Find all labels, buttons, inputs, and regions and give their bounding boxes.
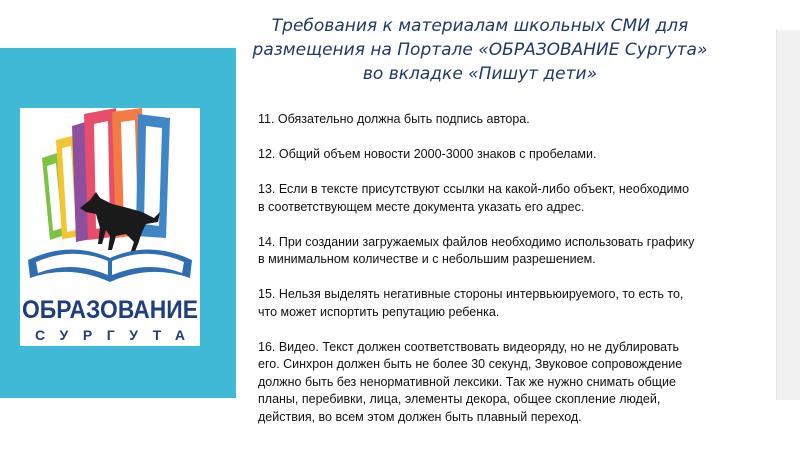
requirement-line: в соответствующем месте документа указать его адрес.: [258, 199, 585, 214]
requirement-line: 13. Если в тексте присутствуют ссылки на какой-либо объект, необходимо: [258, 182, 690, 196]
requirement-item: [258, 146, 778, 164]
requirement-line: планы, перебивки, лица, элементы декора, общее скопление людей,: [258, 392, 661, 406]
requirement-item: [258, 111, 778, 129]
requirement-item: [258, 181, 778, 216]
title-line: Требования к материалам школьных СМИ для: [271, 16, 689, 36]
requirement-line: 14. При создании загружаемых файлов необходимо использовать графику: [258, 234, 695, 249]
logo-page-blue-inner: [144, 126, 162, 226]
logo-word-top: ОБРАЗОВАНИЕ: [22, 296, 198, 324]
requirement-line: 12. Общий объем новости 2000-3000 знаков с пробелами.: [258, 147, 597, 161]
requirement-line: в минимальном количестве и с небольшим разрешением.: [258, 252, 596, 266]
logo-word-bottom: СУРГУТА: [35, 327, 185, 343]
requirement-line: 15. Нельзя выделять негативные стороны интервьюируемого, то есть то,: [258, 287, 684, 301]
requirement-item: [258, 286, 778, 321]
requirement-line: должно быть без ненормативной лексики. Так же нужно снимать общие: [258, 374, 676, 389]
requirement-line: его. Синхрон должен быть не более 30 секунд, Звуковое сопровождение: [258, 357, 683, 371]
scroll-bar-strip: [776, 30, 800, 400]
requirements-list: [258, 111, 778, 444]
title-line: размещения на Портале «ОБРАЗОВАНИЕ Сургута»: [252, 40, 708, 60]
slide-title: [240, 14, 720, 86]
requirement-line: 11. Обязательно должна быть подпись автора.: [258, 112, 530, 126]
requirement-line: что может испортить репутацию ребенка.: [258, 304, 500, 319]
requirement-line: действия, во всем этом должен быть плавный переход.: [258, 409, 582, 424]
requirement-line: 16. Видео. Текст должен соответствовать видеоряду, но не дублировать: [258, 339, 680, 354]
requirement-item: [258, 339, 778, 427]
title-line: во вкладке «Пишут дети»: [362, 64, 598, 84]
requirement-item: [258, 234, 778, 269]
logo-card: [20, 108, 200, 346]
education-logo-graphic: [20, 108, 200, 346]
